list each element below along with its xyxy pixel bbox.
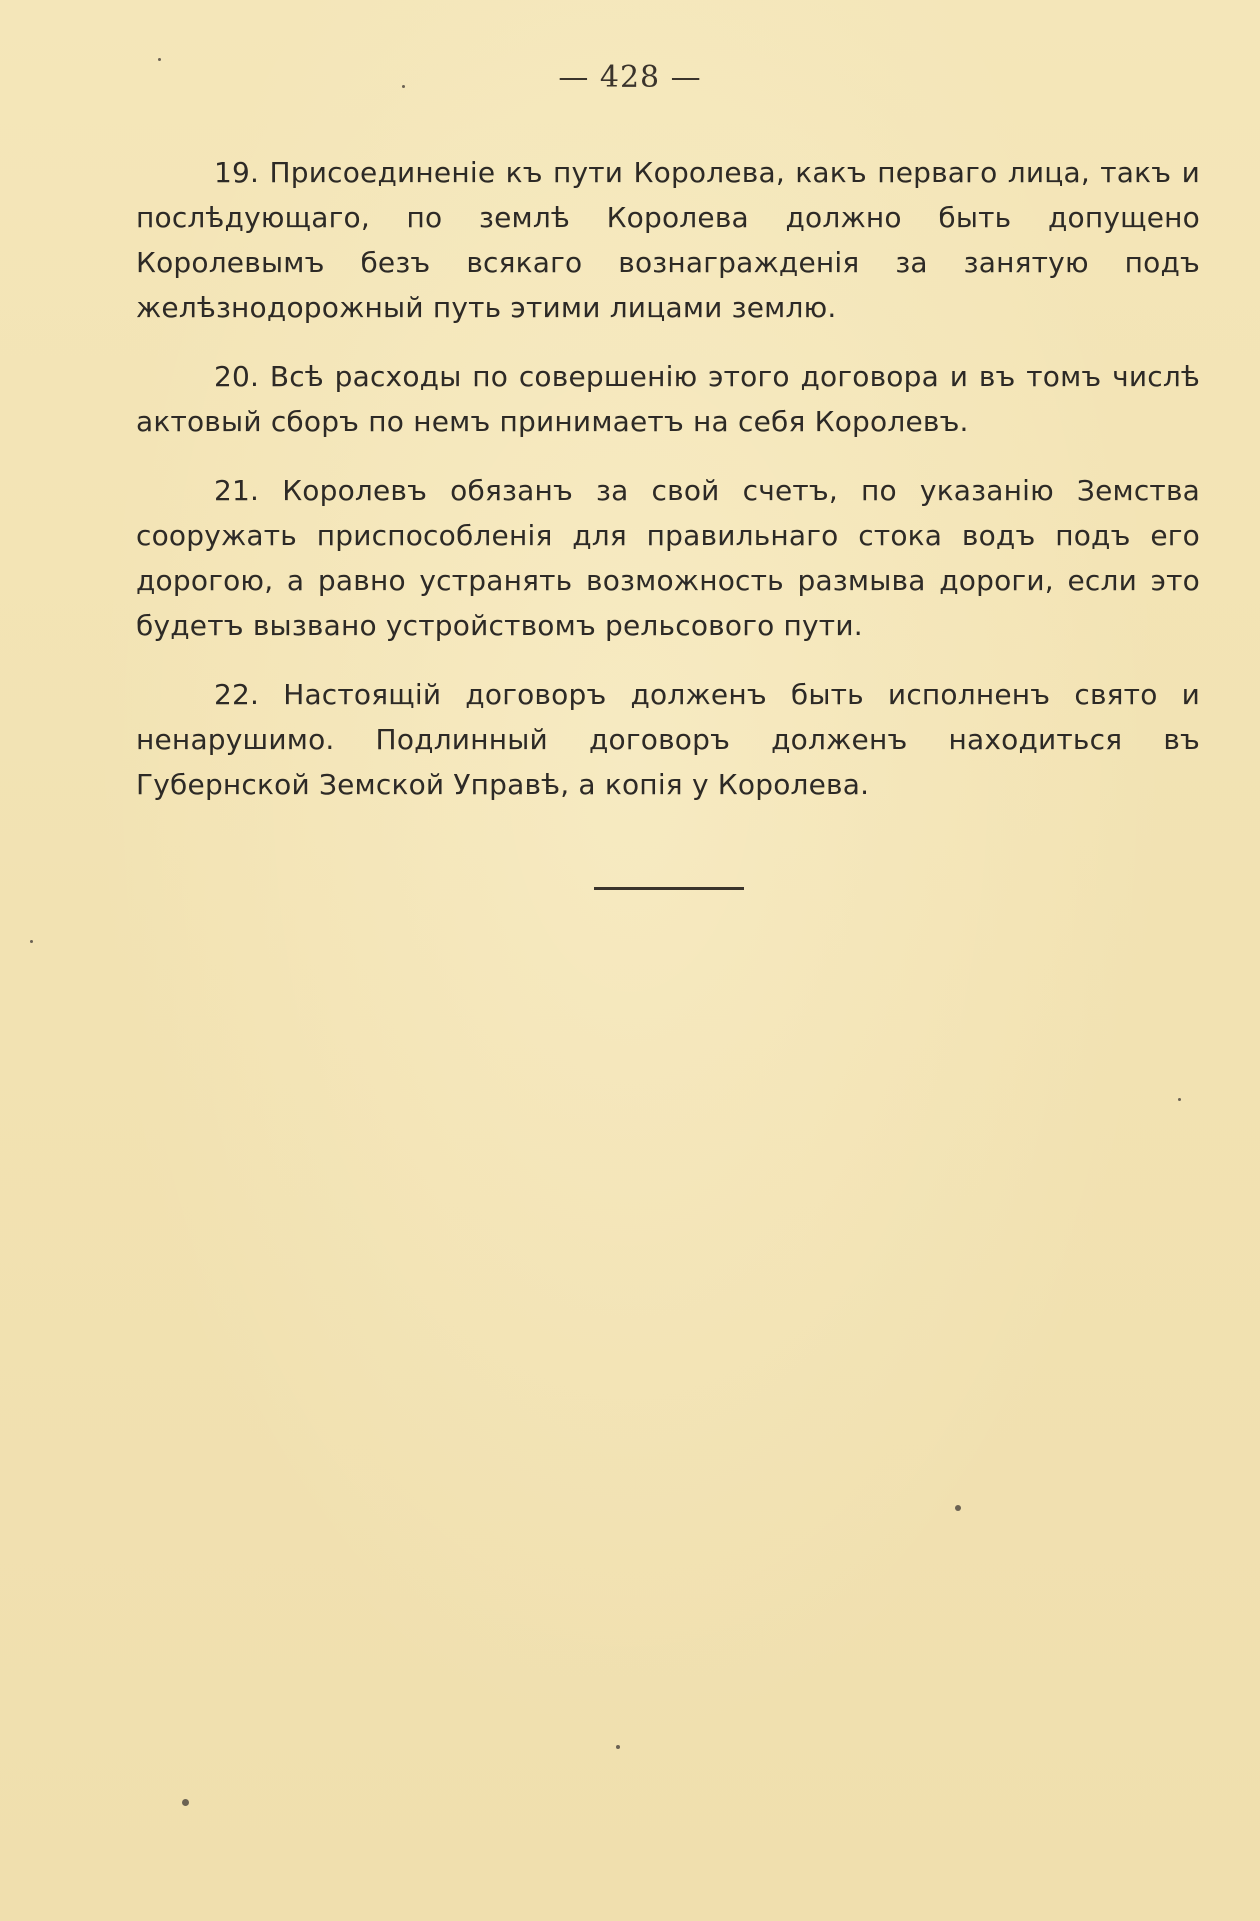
paragraph-21: 21. Королевъ обязанъ за свой счетъ, по указанію Земства сооружать приспособленія для правильнаго стока водъ подъ его дорогою, а равно устранять возможность размыва дороги, если это будетъ вызвано устройствомъ рельсового пути.	[136, 474, 1200, 642]
scan-speck	[30, 940, 33, 943]
end-divider-rule	[594, 887, 744, 890]
scan-speck	[616, 1745, 620, 1749]
scan-speck	[158, 58, 161, 61]
page-number: — 428 —	[558, 60, 702, 95]
scan-speck	[955, 1505, 961, 1511]
document-body	[136, 150, 1200, 831]
paragraph-19: 19. Присоединеніе къ пути Королева, какъ перваго лица, такъ и послѣдующаго, по землѣ Королева должно быть допущено Королевымъ безъ всякаго вознагражденія за занятую подъ желѣзнодорожный путь этими лицами землю.	[136, 156, 1200, 324]
paragraph-20: 20. Всѣ расходы по совершенію этого договора и въ томъ числѣ актовый сборъ по немъ принимаетъ на себя Королевъ.	[136, 360, 1200, 438]
scan-speck	[182, 1799, 189, 1806]
scan-speck	[1178, 1098, 1181, 1101]
scan-speck	[402, 85, 405, 88]
paragraph-22: 22. Настоящій договоръ долженъ быть исполненъ свято и ненарушимо. Подлинный договоръ долженъ находиться въ Губернской Земской Управѣ, а копія у Королева.	[136, 678, 1200, 801]
